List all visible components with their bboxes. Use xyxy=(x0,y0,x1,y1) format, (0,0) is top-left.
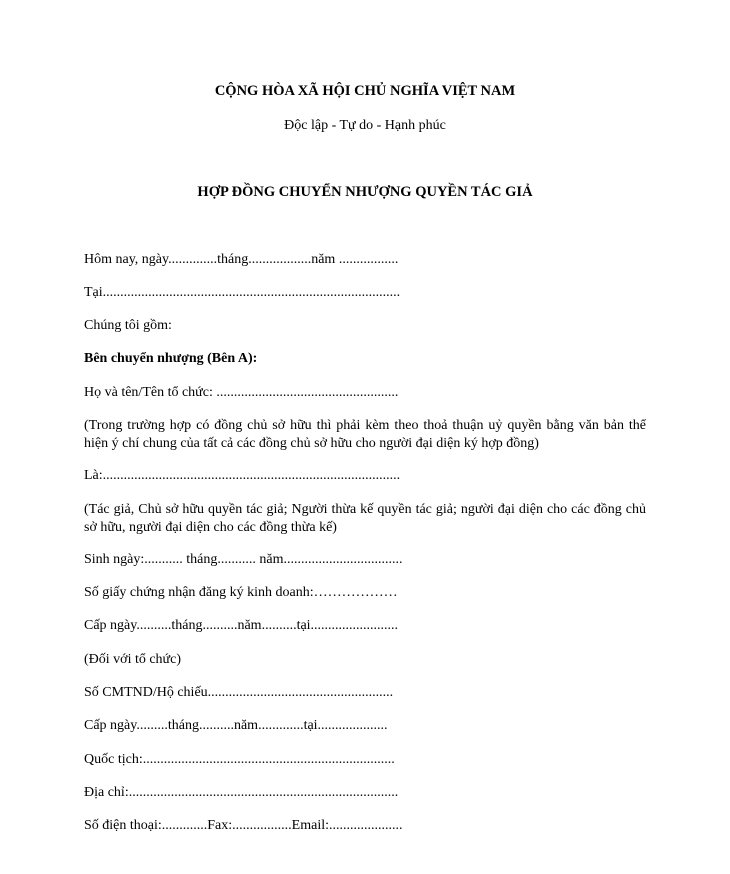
nationality-line: Quốc tịch:........................................................................ xyxy=(84,752,395,767)
national-title: CỘNG HÒA XÃ HỘI CHỦ NGHĨA VIỆT NAM xyxy=(214,83,516,99)
organization-note: (Đối với tổ chức) xyxy=(84,652,182,667)
name-line: Họ và tên/Tên tổ chức: .................................................... xyxy=(84,385,399,400)
national-motto: Độc lập - Tự do - Hạnh phúc xyxy=(284,118,446,133)
place-line: Tại..................................................................................... xyxy=(84,285,401,300)
id-issue-date-line: Cấp ngày.........tháng..........năm.............tại.................... xyxy=(84,718,388,733)
contact-line: Số điện thoại:.............Fax:.................Email:..................... xyxy=(84,818,403,833)
coowner-note: (Trong trường hợp có đồng chủ sở hữu thì phải kèm theo thoả thuận uỷ quyền bằng văn bản thể hiện ý chí chung của tất cả các đồng chủ sở hữu cho người đại diện ký hợp đồng) xyxy=(84,418,646,451)
birth-date-line: Sinh ngày:........... tháng........... năm.................................. xyxy=(84,552,403,567)
party-a-heading: Bên chuyển nhượng (Bên A): xyxy=(84,351,258,366)
id-number-line: Số CMTND/Hộ chiếu..................................................... xyxy=(84,685,394,700)
address-line: Địa chỉ:............................................................................. xyxy=(84,785,399,800)
parties-intro: Chúng tôi gồm: xyxy=(84,318,172,333)
role-note: (Tác giả, Chủ sở hữu quyền tác giả; Người thừa kế quyền tác giả; người đại diện cho các đồng chủ sở hữu, người đại diện cho các đồng thừa kế) xyxy=(84,502,646,535)
date-line: Hôm nay, ngày..............tháng..................năm ................. xyxy=(84,252,399,267)
contract-title: HỢP ĐỒNG CHUYỂN NHƯỢNG QUYỀN TÁC GIẢ xyxy=(197,184,533,200)
business-registration-line: Số giấy chứng nhận đăng ký kinh doanh:……………… xyxy=(84,585,398,600)
issue-date-line: Cấp ngày..........tháng..........năm..........tại......................... xyxy=(84,618,399,633)
role-line: Là:..................................................................................... xyxy=(84,468,401,483)
